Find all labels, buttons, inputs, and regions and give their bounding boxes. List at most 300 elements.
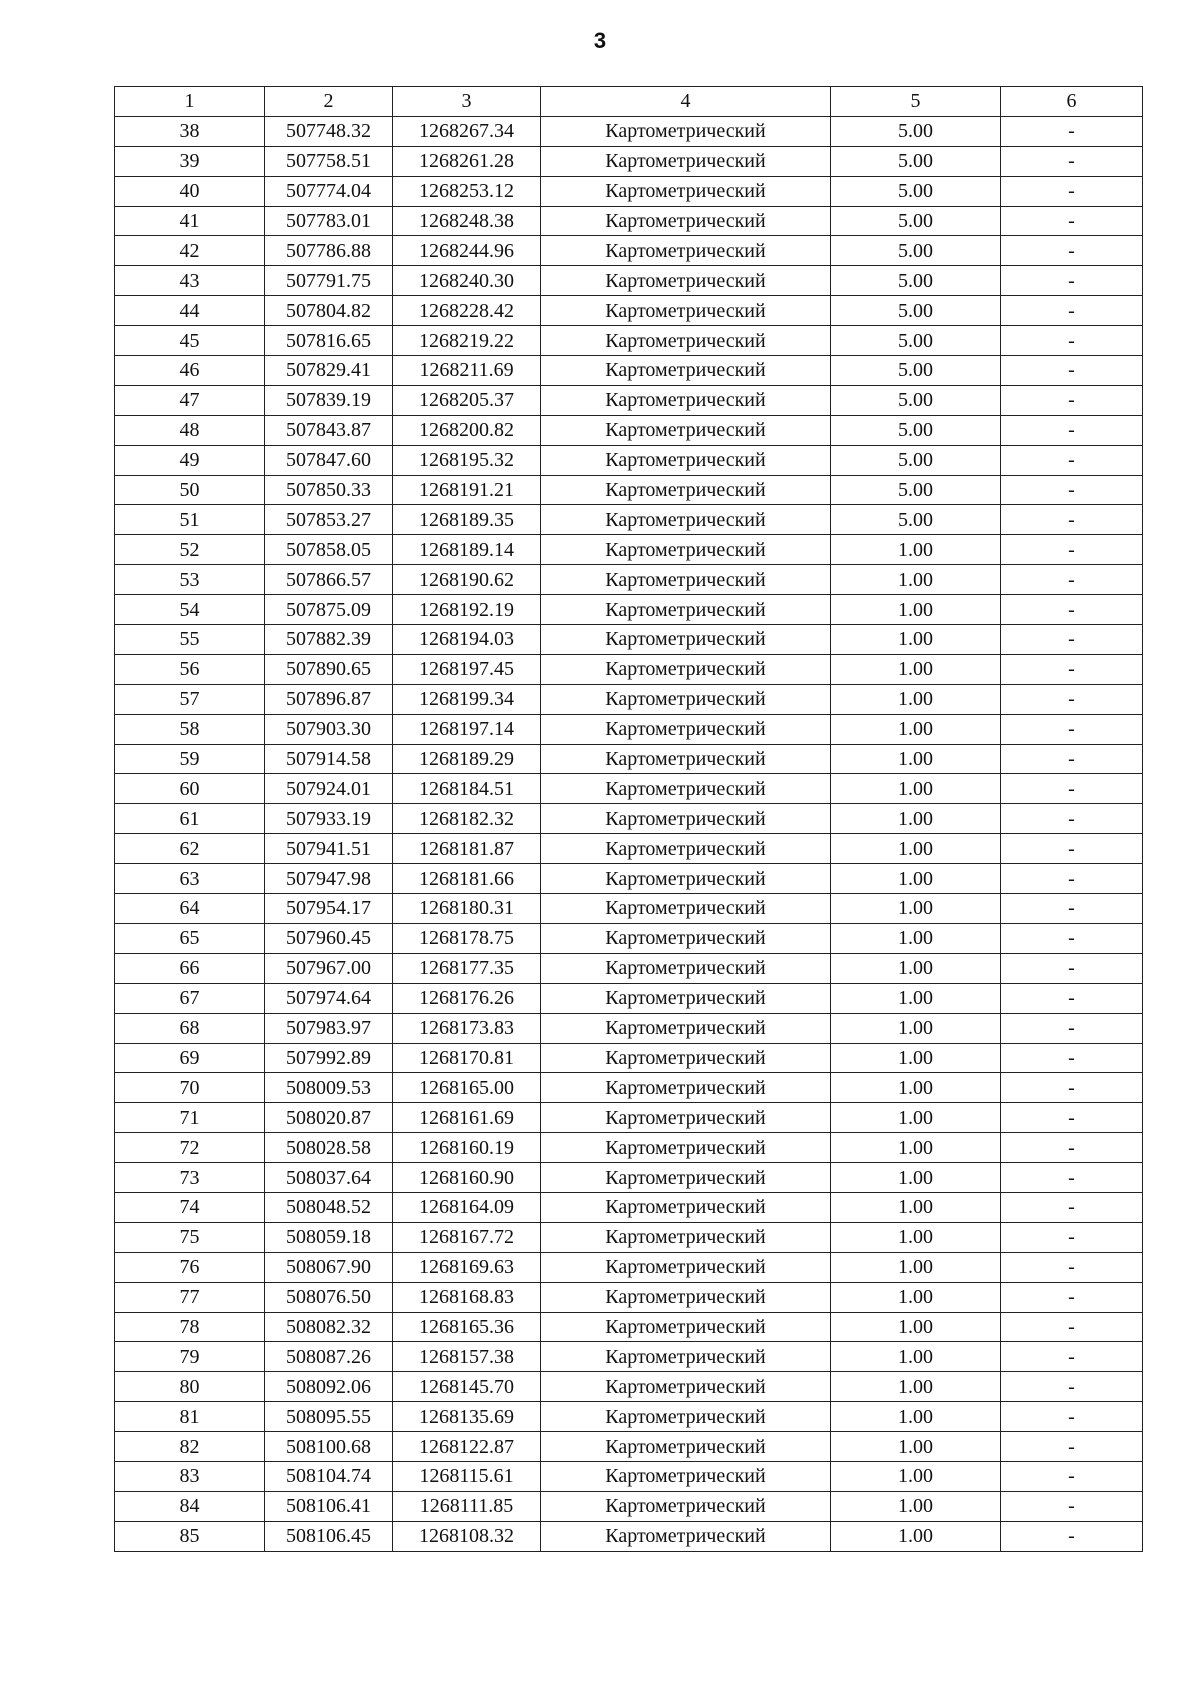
accuracy-cell: 1.00 <box>831 1013 1001 1043</box>
y-coordinate-cell: 1268211.69 <box>393 356 541 386</box>
x-coordinate-cell: 508059.18 <box>265 1222 393 1252</box>
accuracy-cell: 1.00 <box>831 1402 1001 1432</box>
accuracy-cell: 5.00 <box>831 505 1001 535</box>
y-coordinate-cell: 1268261.28 <box>393 146 541 176</box>
x-coordinate-cell: 508106.45 <box>265 1521 393 1551</box>
description-cell: - <box>1001 356 1143 386</box>
point-number-cell: 82 <box>115 1432 265 1462</box>
table-row <box>115 1073 1143 1103</box>
accuracy-cell: 5.00 <box>831 116 1001 146</box>
description-cell: - <box>1001 565 1143 595</box>
accuracy-cell: 1.00 <box>831 744 1001 774</box>
description-cell: - <box>1001 595 1143 625</box>
y-coordinate-cell: 1268164.09 <box>393 1192 541 1222</box>
table-row <box>115 744 1143 774</box>
description-cell: - <box>1001 1013 1143 1043</box>
y-coordinate-cell: 1268173.83 <box>393 1013 541 1043</box>
table-row <box>115 1342 1143 1372</box>
accuracy-cell: 1.00 <box>831 1491 1001 1521</box>
accuracy-cell: 5.00 <box>831 266 1001 296</box>
method-cell: Картометрический <box>541 834 831 864</box>
point-number-cell: 51 <box>115 505 265 535</box>
x-coordinate-cell: 507875.09 <box>265 595 393 625</box>
description-cell: - <box>1001 744 1143 774</box>
method-cell: Картометрический <box>541 415 831 445</box>
description-cell: - <box>1001 445 1143 475</box>
point-number-cell: 69 <box>115 1043 265 1073</box>
method-cell: Картометрический <box>541 1013 831 1043</box>
description-cell: - <box>1001 296 1143 326</box>
x-coordinate-cell: 507974.64 <box>265 983 393 1013</box>
table-row <box>115 206 1143 236</box>
description-cell: - <box>1001 1222 1143 1252</box>
point-number-cell: 38 <box>115 116 265 146</box>
method-cell: Картометрический <box>541 1252 831 1282</box>
table-row <box>115 983 1143 1013</box>
y-coordinate-cell: 1268195.32 <box>393 445 541 475</box>
table-row <box>115 1192 1143 1222</box>
method-cell: Картометрический <box>541 684 831 714</box>
accuracy-cell: 1.00 <box>831 714 1001 744</box>
point-number-cell: 54 <box>115 595 265 625</box>
y-coordinate-cell: 1268115.61 <box>393 1461 541 1491</box>
description-cell: - <box>1001 804 1143 834</box>
description-cell: - <box>1001 1252 1143 1282</box>
method-cell: Картометрический <box>541 1432 831 1462</box>
method-cell: Картометрический <box>541 1222 831 1252</box>
table-row <box>115 1461 1143 1491</box>
y-coordinate-cell: 1268189.35 <box>393 505 541 535</box>
table-row <box>115 654 1143 684</box>
description-cell: - <box>1001 326 1143 356</box>
y-coordinate-cell: 1268192.19 <box>393 595 541 625</box>
column-header: 4 <box>541 87 831 117</box>
accuracy-cell: 1.00 <box>831 983 1001 1013</box>
x-coordinate-cell: 508048.52 <box>265 1192 393 1222</box>
y-coordinate-cell: 1268189.14 <box>393 535 541 565</box>
method-cell: Картометрический <box>541 595 831 625</box>
point-number-cell: 79 <box>115 1342 265 1372</box>
method-cell: Картометрический <box>541 894 831 924</box>
table-row <box>115 1402 1143 1432</box>
table-row <box>115 1133 1143 1163</box>
description-cell: - <box>1001 266 1143 296</box>
y-coordinate-cell: 1268161.69 <box>393 1103 541 1133</box>
method-cell: Картометрический <box>541 356 831 386</box>
point-number-cell: 77 <box>115 1282 265 1312</box>
table-row <box>115 714 1143 744</box>
description-cell: - <box>1001 684 1143 714</box>
description-cell: - <box>1001 923 1143 953</box>
column-header: 3 <box>393 87 541 117</box>
x-coordinate-cell: 507882.39 <box>265 625 393 655</box>
y-coordinate-cell: 1268182.32 <box>393 804 541 834</box>
point-number-cell: 56 <box>115 654 265 684</box>
accuracy-cell: 1.00 <box>831 684 1001 714</box>
x-coordinate-cell: 507774.04 <box>265 176 393 206</box>
description-cell: - <box>1001 1103 1143 1133</box>
table-row <box>115 176 1143 206</box>
point-number-cell: 68 <box>115 1013 265 1043</box>
point-number-cell: 44 <box>115 296 265 326</box>
accuracy-cell: 1.00 <box>831 1521 1001 1551</box>
table-row <box>115 535 1143 565</box>
table-row <box>115 445 1143 475</box>
point-number-cell: 73 <box>115 1163 265 1193</box>
method-cell: Картометрический <box>541 1163 831 1193</box>
method-cell: Картометрический <box>541 983 831 1013</box>
x-coordinate-cell: 507748.32 <box>265 116 393 146</box>
accuracy-cell: 1.00 <box>831 1192 1001 1222</box>
x-coordinate-cell: 507850.33 <box>265 475 393 505</box>
x-coordinate-cell: 507791.75 <box>265 266 393 296</box>
table-row <box>115 894 1143 924</box>
description-cell: - <box>1001 834 1143 864</box>
method-cell: Картометрический <box>541 535 831 565</box>
method-cell: Картометрический <box>541 774 831 804</box>
method-cell: Картометрический <box>541 1192 831 1222</box>
accuracy-cell: 1.00 <box>831 625 1001 655</box>
description-cell: - <box>1001 206 1143 236</box>
x-coordinate-cell: 508028.58 <box>265 1133 393 1163</box>
accuracy-cell: 1.00 <box>831 654 1001 684</box>
point-number-cell: 49 <box>115 445 265 475</box>
x-coordinate-cell: 507804.82 <box>265 296 393 326</box>
method-cell: Картометрический <box>541 625 831 655</box>
table-row <box>115 146 1143 176</box>
description-cell: - <box>1001 1312 1143 1342</box>
description-cell: - <box>1001 236 1143 266</box>
method-cell: Картометрический <box>541 1342 831 1372</box>
accuracy-cell: 1.00 <box>831 894 1001 924</box>
accuracy-cell: 5.00 <box>831 176 1001 206</box>
table-row <box>115 1372 1143 1402</box>
method-cell: Картометрический <box>541 953 831 983</box>
y-coordinate-cell: 1268168.83 <box>393 1282 541 1312</box>
method-cell: Картометрический <box>541 206 831 236</box>
y-coordinate-cell: 1268199.34 <box>393 684 541 714</box>
description-cell: - <box>1001 146 1143 176</box>
y-coordinate-cell: 1268189.29 <box>393 744 541 774</box>
accuracy-cell: 1.00 <box>831 1163 1001 1193</box>
accuracy-cell: 1.00 <box>831 1461 1001 1491</box>
accuracy-cell: 1.00 <box>831 774 1001 804</box>
table-row <box>115 475 1143 505</box>
table-row <box>115 385 1143 415</box>
method-cell: Картометрический <box>541 1043 831 1073</box>
accuracy-cell: 5.00 <box>831 385 1001 415</box>
accuracy-cell: 1.00 <box>831 535 1001 565</box>
point-number-cell: 45 <box>115 326 265 356</box>
description-cell: - <box>1001 535 1143 565</box>
point-number-cell: 62 <box>115 834 265 864</box>
x-coordinate-cell: 507960.45 <box>265 923 393 953</box>
accuracy-cell: 5.00 <box>831 146 1001 176</box>
description-cell: - <box>1001 116 1143 146</box>
description-cell: - <box>1001 1402 1143 1432</box>
x-coordinate-cell: 507992.89 <box>265 1043 393 1073</box>
method-cell: Картометрический <box>541 744 831 774</box>
column-header: 1 <box>115 87 265 117</box>
table-row <box>115 1103 1143 1133</box>
point-number-cell: 42 <box>115 236 265 266</box>
description-cell: - <box>1001 894 1143 924</box>
point-number-cell: 63 <box>115 864 265 894</box>
method-cell: Картометрический <box>541 864 831 894</box>
coordinates-table <box>114 86 1143 1552</box>
description-cell: - <box>1001 1432 1143 1462</box>
point-number-cell: 58 <box>115 714 265 744</box>
x-coordinate-cell: 507847.60 <box>265 445 393 475</box>
accuracy-cell: 1.00 <box>831 1432 1001 1462</box>
description-cell: - <box>1001 1133 1143 1163</box>
y-coordinate-cell: 1268219.22 <box>393 326 541 356</box>
method-cell: Картометрический <box>541 1133 831 1163</box>
description-cell: - <box>1001 385 1143 415</box>
description-cell: - <box>1001 1372 1143 1402</box>
y-coordinate-cell: 1268191.21 <box>393 475 541 505</box>
y-coordinate-cell: 1268200.82 <box>393 415 541 445</box>
description-cell: - <box>1001 714 1143 744</box>
accuracy-cell: 5.00 <box>831 206 1001 236</box>
point-number-cell: 80 <box>115 1372 265 1402</box>
table-row <box>115 1312 1143 1342</box>
x-coordinate-cell: 508104.74 <box>265 1461 393 1491</box>
point-number-cell: 71 <box>115 1103 265 1133</box>
y-coordinate-cell: 1268244.96 <box>393 236 541 266</box>
page-number: 3 <box>593 28 607 53</box>
column-header: 6 <box>1001 87 1143 117</box>
x-coordinate-cell: 507896.87 <box>265 684 393 714</box>
x-coordinate-cell: 507829.41 <box>265 356 393 386</box>
accuracy-cell: 1.00 <box>831 923 1001 953</box>
x-coordinate-cell: 507816.65 <box>265 326 393 356</box>
point-number-cell: 65 <box>115 923 265 953</box>
point-number-cell: 75 <box>115 1222 265 1252</box>
point-number-cell: 76 <box>115 1252 265 1282</box>
point-number-cell: 60 <box>115 774 265 804</box>
x-coordinate-cell: 507933.19 <box>265 804 393 834</box>
method-cell: Картометрический <box>541 923 831 953</box>
accuracy-cell: 1.00 <box>831 1252 1001 1282</box>
x-coordinate-cell: 508076.50 <box>265 1282 393 1312</box>
y-coordinate-cell: 1268197.45 <box>393 654 541 684</box>
description-cell: - <box>1001 774 1143 804</box>
point-number-cell: 40 <box>115 176 265 206</box>
point-number-cell: 53 <box>115 565 265 595</box>
table-row <box>115 953 1143 983</box>
method-cell: Картометрический <box>541 1491 831 1521</box>
y-coordinate-cell: 1268184.51 <box>393 774 541 804</box>
table-row <box>115 834 1143 864</box>
y-coordinate-cell: 1268108.32 <box>393 1521 541 1551</box>
y-coordinate-cell: 1268165.36 <box>393 1312 541 1342</box>
point-number-cell: 85 <box>115 1521 265 1551</box>
y-coordinate-cell: 1268181.87 <box>393 834 541 864</box>
y-coordinate-cell: 1268145.70 <box>393 1372 541 1402</box>
x-coordinate-cell: 508020.87 <box>265 1103 393 1133</box>
method-cell: Картометрический <box>541 1073 831 1103</box>
x-coordinate-cell: 507983.97 <box>265 1013 393 1043</box>
accuracy-cell: 1.00 <box>831 1372 1001 1402</box>
description-cell: - <box>1001 864 1143 894</box>
table-row <box>115 774 1143 804</box>
point-number-cell: 83 <box>115 1461 265 1491</box>
x-coordinate-cell: 508082.32 <box>265 1312 393 1342</box>
method-cell: Картометрический <box>541 565 831 595</box>
table-row <box>115 1222 1143 1252</box>
method-cell: Картометрический <box>541 326 831 356</box>
table-row <box>115 864 1143 894</box>
table-row <box>115 1163 1143 1193</box>
y-coordinate-cell: 1268205.37 <box>393 385 541 415</box>
table-row <box>115 326 1143 356</box>
y-coordinate-cell: 1268267.34 <box>393 116 541 146</box>
table-row <box>115 1252 1143 1282</box>
point-number-cell: 84 <box>115 1491 265 1521</box>
point-number-cell: 48 <box>115 415 265 445</box>
description-cell: - <box>1001 625 1143 655</box>
description-cell: - <box>1001 953 1143 983</box>
table-row <box>115 804 1143 834</box>
method-cell: Картометрический <box>541 176 831 206</box>
method-cell: Картометрический <box>541 505 831 535</box>
point-number-cell: 47 <box>115 385 265 415</box>
accuracy-cell: 5.00 <box>831 326 1001 356</box>
x-coordinate-cell: 507914.58 <box>265 744 393 774</box>
description-cell: - <box>1001 983 1143 1013</box>
y-coordinate-cell: 1268181.66 <box>393 864 541 894</box>
x-coordinate-cell: 508009.53 <box>265 1073 393 1103</box>
x-coordinate-cell: 507758.51 <box>265 146 393 176</box>
y-coordinate-cell: 1268180.31 <box>393 894 541 924</box>
x-coordinate-cell: 507947.98 <box>265 864 393 894</box>
method-cell: Картометрический <box>541 266 831 296</box>
method-cell: Картометрический <box>541 296 831 326</box>
description-cell: - <box>1001 415 1143 445</box>
x-coordinate-cell: 507866.57 <box>265 565 393 595</box>
y-coordinate-cell: 1268160.19 <box>393 1133 541 1163</box>
y-coordinate-cell: 1268169.63 <box>393 1252 541 1282</box>
x-coordinate-cell: 507853.27 <box>265 505 393 535</box>
description-cell: - <box>1001 654 1143 684</box>
accuracy-cell: 1.00 <box>831 1312 1001 1342</box>
x-coordinate-cell: 508100.68 <box>265 1432 393 1462</box>
y-coordinate-cell: 1268248.38 <box>393 206 541 236</box>
y-coordinate-cell: 1268167.72 <box>393 1222 541 1252</box>
point-number-cell: 52 <box>115 535 265 565</box>
table-row <box>115 1521 1143 1551</box>
method-cell: Картометрический <box>541 1461 831 1491</box>
accuracy-cell: 5.00 <box>831 475 1001 505</box>
x-coordinate-cell: 508067.90 <box>265 1252 393 1282</box>
accuracy-cell: 1.00 <box>831 1073 1001 1103</box>
method-cell: Картометрический <box>541 236 831 266</box>
y-coordinate-cell: 1268160.90 <box>393 1163 541 1193</box>
table-row <box>115 116 1143 146</box>
x-coordinate-cell: 508092.06 <box>265 1372 393 1402</box>
description-cell: - <box>1001 1461 1143 1491</box>
accuracy-cell: 5.00 <box>831 296 1001 326</box>
table-row <box>115 1282 1143 1312</box>
y-coordinate-cell: 1268190.62 <box>393 565 541 595</box>
accuracy-cell: 5.00 <box>831 415 1001 445</box>
point-number-cell: 61 <box>115 804 265 834</box>
x-coordinate-cell: 507967.00 <box>265 953 393 983</box>
x-coordinate-cell: 507786.88 <box>265 236 393 266</box>
table-row <box>115 1043 1143 1073</box>
accuracy-cell: 5.00 <box>831 356 1001 386</box>
x-coordinate-cell: 507839.19 <box>265 385 393 415</box>
description-cell: - <box>1001 1521 1143 1551</box>
point-number-cell: 66 <box>115 953 265 983</box>
table-body <box>115 116 1143 1551</box>
y-coordinate-cell: 1268197.14 <box>393 714 541 744</box>
y-coordinate-cell: 1268228.42 <box>393 296 541 326</box>
table-row <box>115 505 1143 535</box>
method-cell: Картометрический <box>541 116 831 146</box>
y-coordinate-cell: 1268111.85 <box>393 1491 541 1521</box>
description-cell: - <box>1001 1163 1143 1193</box>
point-number-cell: 78 <box>115 1312 265 1342</box>
y-coordinate-cell: 1268135.69 <box>393 1402 541 1432</box>
description-cell: - <box>1001 505 1143 535</box>
point-number-cell: 81 <box>115 1402 265 1432</box>
table-row <box>115 684 1143 714</box>
accuracy-cell: 1.00 <box>831 1222 1001 1252</box>
description-cell: - <box>1001 1342 1143 1372</box>
method-cell: Картометрический <box>541 1103 831 1133</box>
description-cell: - <box>1001 475 1143 505</box>
x-coordinate-cell: 507924.01 <box>265 774 393 804</box>
accuracy-cell: 1.00 <box>831 565 1001 595</box>
point-number-cell: 74 <box>115 1192 265 1222</box>
table-row <box>115 1491 1143 1521</box>
column-header: 5 <box>831 87 1001 117</box>
x-coordinate-cell: 507890.65 <box>265 654 393 684</box>
accuracy-cell: 1.00 <box>831 595 1001 625</box>
method-cell: Картометрический <box>541 804 831 834</box>
point-number-cell: 46 <box>115 356 265 386</box>
accuracy-cell: 1.00 <box>831 1043 1001 1073</box>
accuracy-cell: 1.00 <box>831 1342 1001 1372</box>
description-cell: - <box>1001 1282 1143 1312</box>
x-coordinate-cell: 507843.87 <box>265 415 393 445</box>
table-row <box>115 296 1143 326</box>
point-number-cell: 43 <box>115 266 265 296</box>
y-coordinate-cell: 1268157.38 <box>393 1342 541 1372</box>
accuracy-cell: 5.00 <box>831 236 1001 266</box>
method-cell: Картометрический <box>541 654 831 684</box>
column-header: 2 <box>265 87 393 117</box>
description-cell: - <box>1001 1073 1143 1103</box>
method-cell: Картометрический <box>541 445 831 475</box>
method-cell: Картометрический <box>541 1521 831 1551</box>
y-coordinate-cell: 1268122.87 <box>393 1432 541 1462</box>
accuracy-cell: 1.00 <box>831 804 1001 834</box>
table-row <box>115 595 1143 625</box>
accuracy-cell: 1.00 <box>831 834 1001 864</box>
point-number-cell: 55 <box>115 625 265 655</box>
accuracy-cell: 5.00 <box>831 445 1001 475</box>
y-coordinate-cell: 1268165.00 <box>393 1073 541 1103</box>
x-coordinate-cell: 507903.30 <box>265 714 393 744</box>
y-coordinate-cell: 1268178.75 <box>393 923 541 953</box>
x-coordinate-cell: 508106.41 <box>265 1491 393 1521</box>
accuracy-cell: 1.00 <box>831 864 1001 894</box>
method-cell: Картометрический <box>541 1312 831 1342</box>
table-row <box>115 415 1143 445</box>
